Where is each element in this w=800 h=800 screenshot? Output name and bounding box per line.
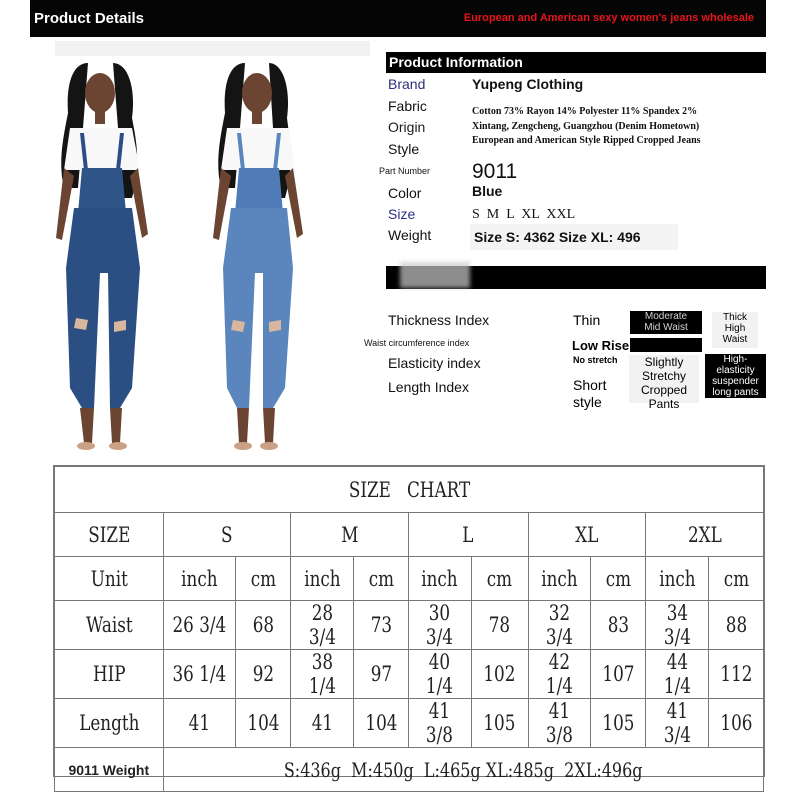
table-cell: 36 1/4 bbox=[170, 650, 228, 699]
weight-row-label: 9011 Weight bbox=[55, 748, 164, 792]
style-value: European and American Style Ripped Cropped Jeans bbox=[472, 135, 701, 146]
size-chart-title: SIZE CHART bbox=[125, 467, 692, 513]
row-label-waist: Waist bbox=[65, 601, 152, 650]
thick-high-waist-cell bbox=[712, 312, 758, 348]
table-cell: 38 1/4 bbox=[297, 650, 347, 699]
size-header-m: M bbox=[302, 513, 396, 557]
cropped-text: Cropped bbox=[640, 383, 688, 397]
model-image-dark-denim bbox=[28, 58, 178, 458]
unit-cm: cm bbox=[714, 557, 758, 601]
table-cell: 26 3/4 bbox=[170, 601, 228, 650]
table-cell: 102 bbox=[477, 650, 522, 699]
size-header-label: SIZE bbox=[65, 513, 152, 557]
page-title: Product Details bbox=[34, 10, 145, 27]
table-cell: 104 bbox=[241, 699, 285, 748]
color-label: Color bbox=[388, 185, 422, 201]
unit-cm: cm bbox=[596, 557, 640, 601]
origin-value: Xintang, Zengcheng, Guangzhou (Denim Hometown) bbox=[472, 121, 700, 132]
table-cell: 68 bbox=[241, 601, 285, 650]
table-cell: 88 bbox=[714, 601, 758, 650]
size-header-s: S bbox=[176, 513, 278, 557]
table-cell: 42 1/4 bbox=[534, 650, 584, 699]
divider-strip bbox=[55, 41, 370, 56]
unit-inch: inch bbox=[297, 557, 347, 601]
unit-cm: cm bbox=[359, 557, 403, 601]
elasticity-index-label: Elasticity index bbox=[388, 355, 481, 371]
size-chart-table bbox=[54, 466, 764, 792]
model-image-light-denim bbox=[183, 58, 333, 458]
table-row bbox=[55, 699, 764, 748]
high-text: High bbox=[724, 323, 746, 334]
size-header-xl: XL bbox=[540, 513, 634, 557]
moderate-mid-waist-cell bbox=[630, 311, 702, 334]
blurred-section-title bbox=[400, 262, 470, 288]
waist-index-label: Waist circumference index bbox=[364, 338, 470, 348]
table-cell: 105 bbox=[596, 699, 640, 748]
suspender-text: suspender bbox=[712, 376, 759, 387]
moderate-text: Moderate bbox=[644, 311, 688, 322]
thick-text: Thick bbox=[723, 312, 747, 323]
row-label-length: Length bbox=[65, 699, 152, 748]
part-number-label: Part Number bbox=[379, 166, 431, 176]
style-text: style bbox=[573, 394, 602, 410]
size-header-l: L bbox=[420, 513, 516, 557]
info-section-title: Product Information bbox=[389, 54, 523, 70]
brand-value: Yupeng Clothing bbox=[472, 76, 584, 92]
high-elasticity-suspender-cell bbox=[705, 354, 766, 398]
weight-row-value: S:436g M:450g L:465g XL:485g 2XL:496g bbox=[223, 748, 703, 792]
table-cell: 30 3/4 bbox=[415, 601, 465, 650]
table-cell: 105 bbox=[477, 699, 522, 748]
fabric-value: Cotton 73% Rayon 14% Polyester 11% Spandex 2% bbox=[472, 106, 698, 117]
table-cell: 41 3/4 bbox=[652, 699, 702, 748]
long-pants-text: long pants bbox=[712, 387, 759, 398]
style-label: Style bbox=[388, 141, 420, 157]
color-value: Blue bbox=[472, 183, 503, 199]
table-row bbox=[55, 748, 764, 792]
size-chart bbox=[53, 465, 765, 782]
table-cell: 83 bbox=[596, 601, 640, 650]
table-cell: 107 bbox=[596, 650, 640, 699]
unit-cm: cm bbox=[477, 557, 522, 601]
unit-cm: cm bbox=[241, 557, 285, 601]
length-index-label: Length Index bbox=[388, 379, 469, 395]
slightly-text: Slightly bbox=[644, 355, 684, 369]
origin-label: Origin bbox=[388, 119, 426, 135]
row-label-hip: HIP bbox=[65, 650, 152, 699]
table-cell: 41 3/8 bbox=[534, 699, 584, 748]
table-cell: 73 bbox=[359, 601, 403, 650]
table-cell: 104 bbox=[359, 699, 403, 748]
table-cell: 40 1/4 bbox=[415, 650, 465, 699]
size-label: Size bbox=[388, 206, 416, 222]
weight-label: Weight bbox=[388, 227, 432, 243]
table-cell: 41 3/8 bbox=[415, 699, 465, 748]
brand-label: Brand bbox=[388, 76, 426, 92]
part-number-value: 9011 bbox=[472, 160, 518, 183]
elasticity-text: elasticity bbox=[716, 365, 755, 376]
table-cell: 32 3/4 bbox=[534, 601, 584, 650]
size-value: S M L XL XXL bbox=[472, 207, 576, 222]
stretchy-text: Stretchy bbox=[641, 369, 686, 383]
unit-inch: inch bbox=[415, 557, 465, 601]
table-cell: 41 bbox=[170, 699, 228, 748]
low-rise-highlight bbox=[630, 338, 702, 352]
unit-inch: inch bbox=[170, 557, 228, 601]
table-cell: 44 1/4 bbox=[652, 650, 702, 699]
high-elastic-text: High- bbox=[723, 354, 748, 365]
thin-option: Thin bbox=[573, 312, 601, 328]
table-cell: 28 3/4 bbox=[297, 601, 347, 650]
unit-inch: inch bbox=[534, 557, 584, 601]
table-cell: 78 bbox=[477, 601, 522, 650]
short-text: Short bbox=[573, 377, 607, 393]
low-rise-option: Low Rise bbox=[572, 338, 630, 353]
fabric-label: Fabric bbox=[388, 98, 427, 114]
short-style-option bbox=[573, 377, 606, 411]
thickness-index-label: Thickness Index bbox=[388, 312, 490, 328]
unit-label: Unit bbox=[65, 557, 152, 601]
pants-text: Pants bbox=[648, 397, 680, 411]
header-tagline: European and American sexy women's jeans wholesale bbox=[463, 12, 754, 24]
table-row bbox=[55, 650, 764, 699]
mid-waist-text: Mid Waist bbox=[644, 322, 688, 333]
size-header-2xl: 2XL bbox=[658, 513, 752, 557]
table-row bbox=[55, 601, 764, 650]
table-cell: 106 bbox=[714, 699, 758, 748]
weight-value: Size S: 4362 Size XL: 496 bbox=[474, 229, 641, 245]
table-cell: 97 bbox=[359, 650, 403, 699]
table-cell: 41 bbox=[297, 699, 347, 748]
table-cell: 34 3/4 bbox=[652, 601, 702, 650]
table-cell: 92 bbox=[241, 650, 285, 699]
waist-text: Waist bbox=[722, 334, 748, 345]
slightly-stretchy-cropped-cell bbox=[629, 355, 699, 411]
unit-inch: inch bbox=[652, 557, 702, 601]
table-cell: 112 bbox=[714, 650, 758, 699]
no-stretch-option: No stretch bbox=[573, 355, 618, 365]
